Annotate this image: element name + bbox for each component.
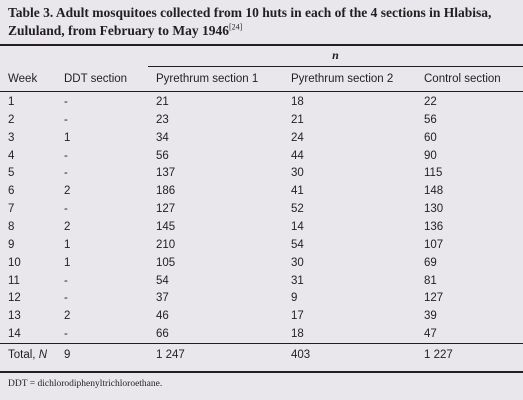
cell-ddt: 1 [64, 238, 71, 251]
cell-week: 7 [8, 203, 15, 216]
table-row [0, 236, 523, 255]
table-row [0, 129, 523, 148]
cell-week: 4 [8, 149, 15, 162]
column-header-week: Week [8, 73, 38, 85]
cell-pyrethrum-1: 54 [156, 274, 169, 287]
cell-pyrethrum-1: 23 [156, 113, 169, 126]
cell-pyrethrum-1: 37 [156, 292, 169, 305]
caption-reference: [24] [229, 22, 243, 32]
cell-control: 60 [424, 131, 437, 144]
total-pyrethrum-1: 1 247 [156, 349, 185, 361]
bottom-rule [0, 371, 523, 373]
cell-control: 136 [424, 220, 444, 233]
table-row [0, 289, 523, 308]
table-row [0, 200, 523, 219]
n-group-header: n [332, 48, 339, 62]
cell-week: 2 [8, 113, 15, 126]
cell-ddt: - [64, 113, 68, 126]
cell-control: 47 [424, 328, 437, 341]
cell-control: 148 [424, 185, 444, 198]
cell-pyrethrum-1: 210 [156, 238, 176, 251]
cell-week: 1 [8, 96, 15, 108]
table-row [0, 218, 523, 237]
cell-pyrethrum-1: 186 [156, 185, 176, 198]
cell-ddt: - [64, 96, 68, 108]
cell-ddt: - [64, 292, 68, 305]
cell-pyrethrum-2: 31 [291, 274, 304, 287]
cell-ddt: 2 [64, 220, 71, 233]
total-pyrethrum-2: 403 [291, 349, 311, 361]
cell-pyrethrum-1: 56 [156, 149, 169, 162]
table-row [0, 272, 523, 291]
cell-control: 39 [424, 310, 437, 323]
cell-pyrethrum-2: 30 [291, 167, 304, 180]
cell-week: 11 [8, 274, 20, 287]
cell-pyrethrum-1: 105 [156, 256, 176, 269]
table-row [0, 164, 523, 183]
cell-pyrethrum-2: 52 [291, 203, 304, 216]
cell-control: 69 [424, 256, 437, 269]
column-header-pyrethrum-2: Pyrethrum section 2 [291, 73, 394, 85]
column-header-control: Control section [424, 73, 501, 85]
cell-pyrethrum-2: 21 [291, 113, 304, 126]
cell-ddt: - [64, 328, 68, 341]
cell-control: 115 [424, 167, 443, 180]
cell-pyrethrum-2: 18 [291, 96, 304, 108]
column-header-ddt: DDT section [64, 73, 128, 85]
table-row [0, 182, 523, 201]
table-row [0, 307, 523, 326]
cell-pyrethrum-2: 17 [291, 310, 304, 323]
cell-week: 5 [8, 167, 15, 180]
cell-week: 3 [8, 131, 15, 144]
cell-pyrethrum-1: 21 [156, 96, 169, 108]
footnote: DDT = dichlorodiphenyltrichloroethane. [8, 379, 163, 389]
cell-pyrethrum-2: 41 [291, 185, 304, 198]
cell-pyrethrum-1: 145 [156, 220, 176, 233]
total-control: 1 227 [424, 349, 453, 361]
cell-week: 8 [8, 220, 15, 233]
table-row [0, 93, 523, 112]
cell-control: 81 [424, 274, 437, 287]
cell-control: 130 [424, 203, 444, 216]
cell-pyrethrum-1: 127 [156, 203, 176, 216]
cell-week: 10 [8, 256, 21, 269]
cell-ddt: 2 [64, 185, 71, 198]
cell-week: 14 [8, 328, 21, 341]
cell-control: 90 [424, 149, 437, 162]
table-caption [8, 4, 513, 40]
cell-pyrethrum-1: 137 [156, 167, 176, 180]
group-header-rule [148, 66, 523, 67]
cell-pyrethrum-1: 46 [156, 310, 169, 323]
cell-pyrethrum-2: 14 [291, 220, 304, 233]
cell-week: 6 [8, 185, 15, 198]
cell-ddt: - [64, 274, 68, 287]
header-rule [0, 91, 523, 92]
cell-week: 13 [8, 310, 21, 323]
caption-text: Table 3. Adult mosquitoes collected from 10 huts in each of the 4 sections in Hlabisa, Zululand, from February to May 1946 [8, 5, 492, 38]
total-row [0, 346, 523, 365]
cell-week: 9 [8, 238, 15, 251]
cell-ddt: - [64, 167, 68, 180]
table-row [0, 111, 523, 130]
table-row [0, 325, 523, 344]
cell-control: 22 [424, 96, 437, 108]
cell-control: 127 [424, 292, 444, 305]
cell-control: 56 [424, 113, 437, 126]
total-ddt: 9 [64, 349, 71, 361]
cell-pyrethrum-2: 30 [291, 256, 304, 269]
table-row [0, 254, 523, 273]
cell-pyrethrum-1: 34 [156, 131, 169, 144]
cell-week: 12 [8, 292, 21, 305]
cell-control: 107 [424, 238, 444, 251]
cell-pyrethrum-1: 66 [156, 328, 169, 341]
total-label: Total, N [8, 349, 47, 361]
cell-pyrethrum-2: 18 [291, 328, 304, 341]
cell-ddt: - [64, 149, 68, 162]
cell-ddt: 2 [64, 310, 71, 323]
cell-pyrethrum-2: 54 [291, 238, 304, 251]
column-header-pyrethrum-1: Pyrethrum section 1 [156, 73, 259, 85]
cell-pyrethrum-2: 24 [291, 131, 304, 144]
total-rule [0, 343, 523, 344]
cell-pyrethrum-2: 9 [291, 292, 298, 305]
table-row [0, 147, 523, 166]
cell-pyrethrum-2: 44 [291, 149, 304, 162]
cell-ddt: - [64, 203, 68, 216]
cell-ddt: 1 [64, 131, 71, 144]
cell-ddt: 1 [64, 256, 71, 269]
